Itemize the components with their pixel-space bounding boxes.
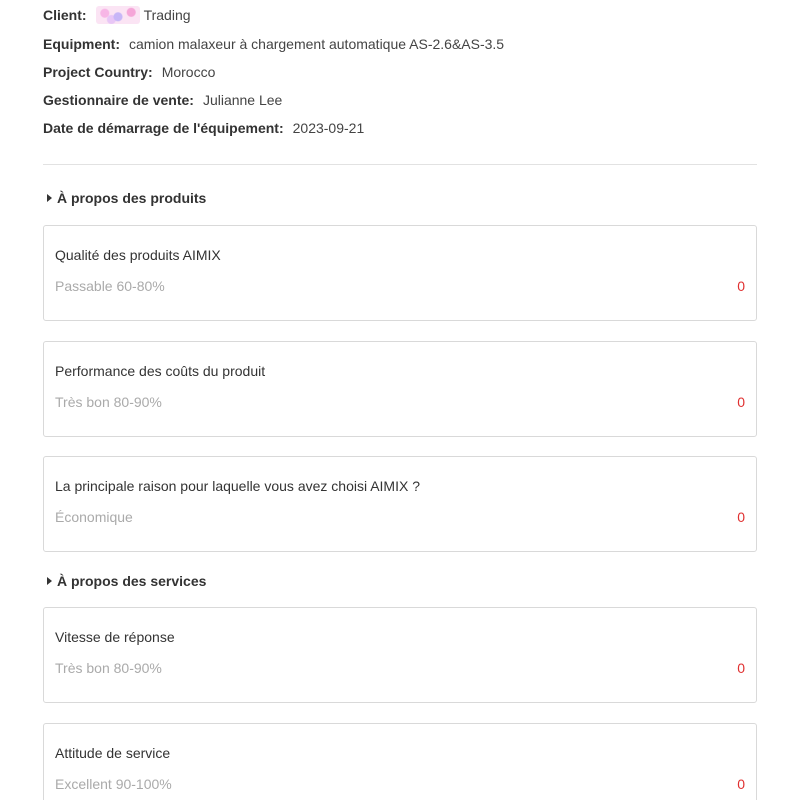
card-question: Vitesse de réponse [55, 629, 175, 645]
project-info [43, 0, 757, 142]
equipment-value: camion malaxeur à chargement automatique AS-2.6&AS-3.5 [129, 36, 505, 52]
client-label: Client: [43, 7, 87, 23]
card-score: 0 [737, 660, 745, 676]
card-answer: Passable 60-80% [55, 278, 165, 294]
caret-right-icon [47, 194, 52, 202]
manager-row [43, 86, 757, 114]
start-date-label: Date de démarrage de l'équipement: [43, 120, 284, 136]
card-answer: Excellent 90-100% [55, 776, 172, 792]
card-score: 0 [737, 278, 745, 294]
rating-card-service-attitude [43, 723, 757, 800]
card-answer: Très bon 80-90% [55, 394, 162, 410]
caret-right-icon [47, 577, 52, 585]
equipment-row [43, 30, 757, 58]
card-question: Attitude de service [55, 745, 171, 761]
section-services-title: À propos des services [57, 573, 207, 589]
country-value: Morocco [161, 64, 216, 80]
section-products-title: À propos des produits [57, 190, 207, 206]
country-label: Project Country: [43, 64, 153, 80]
rating-card-cost-performance [43, 341, 757, 437]
card-question: Qualité des produits AIMIX [55, 247, 221, 263]
start-date-value: 2023-09-21 [292, 120, 365, 136]
client-value: Trading [143, 7, 191, 23]
rating-card-response-speed [43, 607, 757, 703]
start-date-row [43, 114, 757, 142]
equipment-label: Equipment: [43, 36, 120, 52]
divider [43, 164, 757, 165]
redacted-client-name [96, 6, 140, 24]
card-score: 0 [737, 509, 745, 525]
card-question: Performance des coûts du produit [55, 363, 266, 379]
section-products-toggle[interactable] [47, 190, 206, 206]
card-question: La principale raison pour laquelle vous avez choisi AIMIX ? [55, 478, 420, 494]
card-score: 0 [737, 394, 745, 410]
country-row [43, 58, 757, 86]
client-row [43, 0, 757, 30]
section-services-toggle[interactable] [47, 573, 206, 589]
card-answer: Économique [55, 509, 133, 525]
card-score: 0 [737, 776, 745, 792]
manager-label: Gestionnaire de vente: [43, 92, 194, 108]
card-answer: Très bon 80-90% [55, 660, 162, 676]
manager-value: Julianne Lee [202, 92, 283, 108]
rating-card-product-quality [43, 225, 757, 321]
rating-card-main-reason [43, 456, 757, 552]
